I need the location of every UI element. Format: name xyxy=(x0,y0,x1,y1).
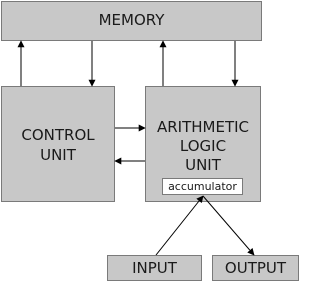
alu-label-line2: LOGIC xyxy=(179,137,227,155)
control-unit-label-line2: UNIT xyxy=(40,146,76,164)
control-unit-label-line1: CONTROL xyxy=(21,126,95,144)
output-label: OUTPUT xyxy=(224,259,287,277)
memory-label: MEMORY xyxy=(98,11,165,29)
arrow-input-to-accumulator xyxy=(156,196,203,255)
input-label: INPUT xyxy=(132,259,177,277)
accumulator-box: accumulator xyxy=(162,178,243,195)
alu-label-line1: ARITHMETIC xyxy=(156,118,250,136)
arrow-accumulator-to-output xyxy=(203,196,254,255)
alu-label-line3: UNIT xyxy=(185,156,221,174)
